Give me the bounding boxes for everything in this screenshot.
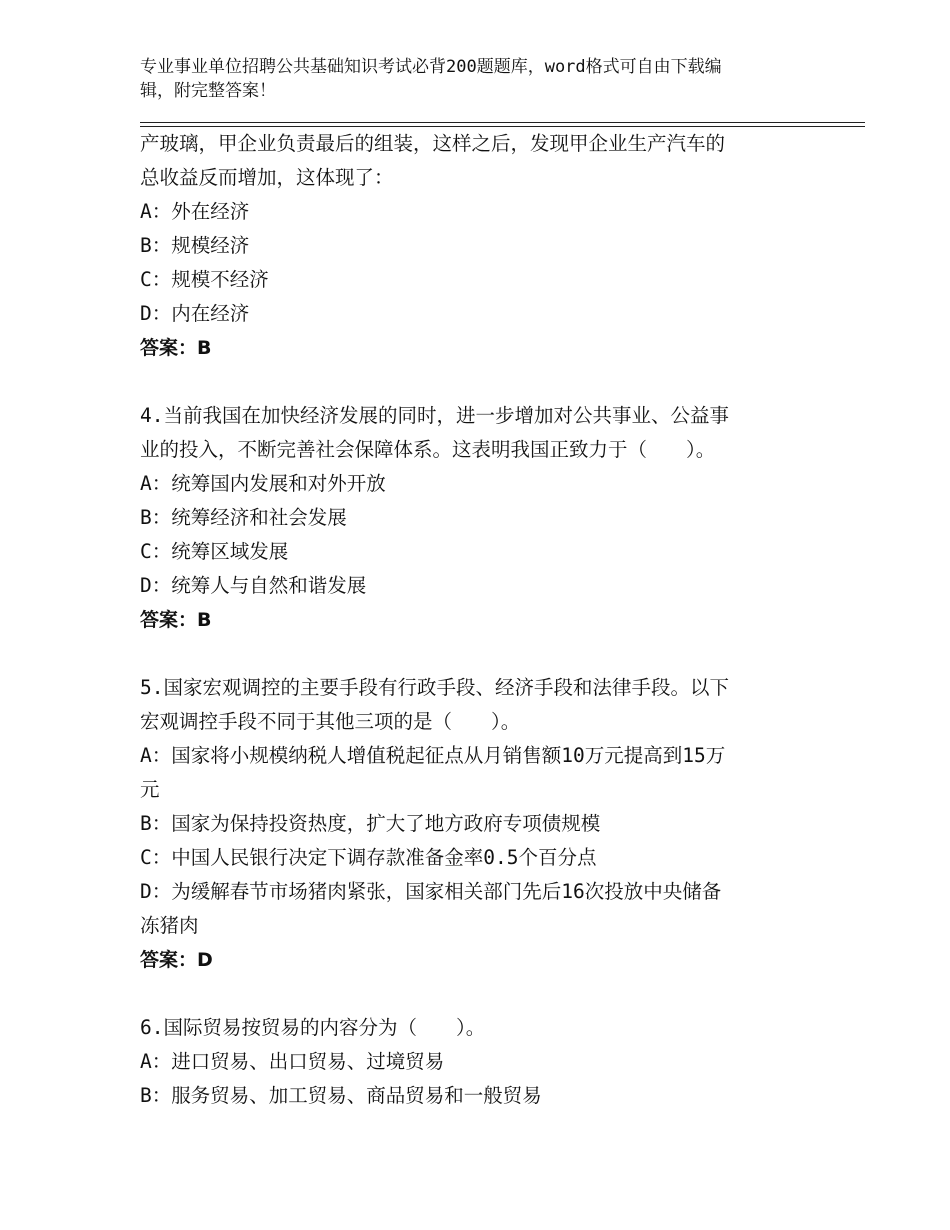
option-b: B：服务贸易、加工贸易、商品贸易和一般贸易 — [140, 1084, 542, 1107]
option-d: D：统筹人与自然和谐发展 — [140, 574, 367, 597]
question-stem-line: 总收益反而增加，这体现了： — [140, 166, 394, 189]
document-header — [140, 55, 800, 103]
option-c: C：规模不经济 — [140, 268, 269, 291]
option-a: A：国家将小规模纳税人增值税起征点从月销售额10万元提高到15万 — [140, 744, 726, 767]
header-line-2: 辑，附完整答案！ — [140, 81, 276, 101]
question-4 — [140, 399, 805, 637]
answer-label: 答案：B — [140, 609, 212, 631]
question-stem-line: 产玻璃，甲企业负责最后的组装，这样之后，发现甲企业生产汽车的 — [140, 132, 726, 155]
option-c: C：中国人民银行决定下调存款准备金率0.5个百分点 — [140, 846, 597, 869]
question-5 — [140, 671, 805, 977]
spacer — [140, 977, 805, 1011]
question-6 — [140, 1011, 805, 1113]
option-c: C：统筹区域发展 — [140, 540, 289, 563]
answer-label: 答案：D — [140, 949, 213, 971]
option-b: B：国家为保持投资热度，扩大了地方政府专项债规模 — [140, 812, 601, 835]
spacer — [140, 365, 805, 399]
answer-label: 答案：B — [140, 337, 212, 359]
spacer — [140, 637, 805, 671]
question-stem-line: 4.当前我国在加快经济发展的同时，进一步增加对公共事业、公益事 — [140, 404, 729, 427]
question-list — [140, 127, 805, 1113]
option-d: D：内在经济 — [140, 302, 250, 325]
option-d: D：为缓解春节市场猪肉紧张，国家相关部门先后16次投放中央储备 — [140, 880, 722, 903]
option-b: B：规模经济 — [140, 234, 250, 257]
option-d-continued: 冻猪肉 — [140, 914, 199, 937]
question-stem-line: 宏观调控手段不同于其他三项的是（ ）。 — [140, 710, 521, 733]
header-rule-top — [140, 122, 865, 123]
question-3 — [140, 127, 805, 365]
option-a: A：进口贸易、出口贸易、过境贸易 — [140, 1050, 445, 1073]
option-b: B：统筹经济和社会发展 — [140, 506, 347, 529]
option-a-continued: 元 — [140, 778, 160, 801]
question-stem-line: 6.国际贸易按贸易的内容分为（ ）。 — [140, 1016, 486, 1039]
header-line-1: 专业事业单位招聘公共基础知识考试必背200题题库，word格式可自由下载编 — [140, 57, 722, 77]
question-stem-line: 业的投入，不断完善社会保障体系。这表明我国正致力于（ ）。 — [140, 438, 716, 461]
question-stem-line: 5.国家宏观调控的主要手段有行政手段、经济手段和法律手段。以下 — [140, 676, 729, 699]
option-a: A：统筹国内发展和对外开放 — [140, 472, 386, 495]
option-a: A：外在经济 — [140, 200, 250, 223]
